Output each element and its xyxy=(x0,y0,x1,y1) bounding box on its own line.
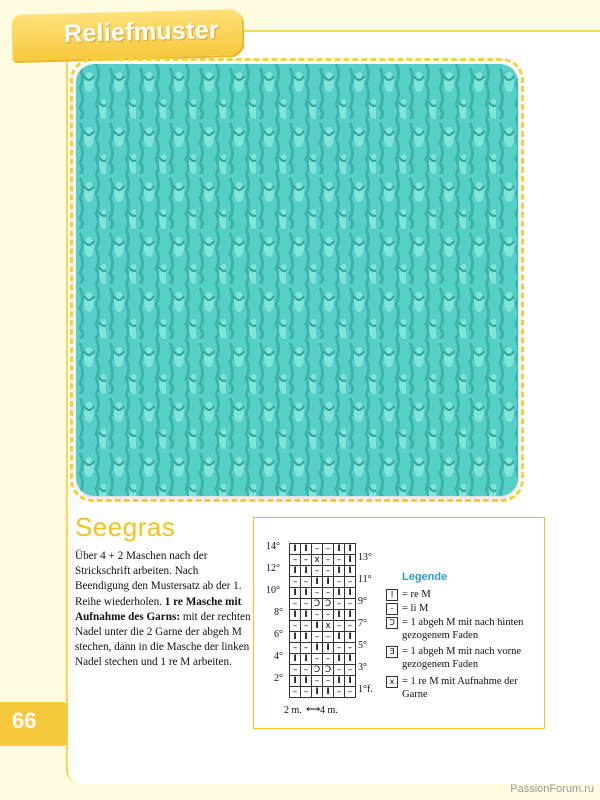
knitting-sample-photo xyxy=(76,64,518,496)
chart-cell: – xyxy=(301,687,312,698)
repeat-arrow: ⟷ xyxy=(306,704,321,715)
row-label-left: 14° xyxy=(266,541,280,552)
chart-cell: I xyxy=(312,577,323,588)
chart-cell: – xyxy=(312,566,323,577)
legend-text: = re M xyxy=(402,589,431,600)
chart-cell: I xyxy=(301,632,312,643)
chart-cell: Ɔ xyxy=(323,665,334,676)
chart-cell: Ɔ xyxy=(312,599,323,610)
chart-cell: I xyxy=(345,632,356,643)
section-title: Reliefmuster xyxy=(63,15,220,49)
chart-cell: – xyxy=(301,621,312,632)
chart-cell: – xyxy=(312,654,323,665)
chart-cell: – xyxy=(323,588,334,599)
chart-cell: I xyxy=(345,610,356,621)
chart-cell: – xyxy=(312,544,323,555)
legend-title: Legende xyxy=(402,571,448,583)
chart-cell: I xyxy=(290,654,301,665)
chart-cell: I xyxy=(301,588,312,599)
row-label-right: 3° xyxy=(358,662,367,673)
row-label-left: 8° xyxy=(274,607,283,618)
row-label-right: 5° xyxy=(358,640,367,651)
chart-cell: – xyxy=(290,665,301,676)
chart-cell: – xyxy=(323,566,334,577)
row-label-right: 7° xyxy=(358,618,367,629)
chart-cell: I xyxy=(301,566,312,577)
chart-cell: I xyxy=(323,577,334,588)
pattern-title: Seegras xyxy=(75,512,176,542)
row-label-right: 11° xyxy=(358,574,372,585)
chart-cell: I xyxy=(290,566,301,577)
legend-text: = 1 re M mit Aufnahme der Garne xyxy=(402,676,518,700)
row-label-left: 6° xyxy=(274,629,283,640)
repeat-dim-right: 4 m. xyxy=(320,705,338,716)
chart-cell: I xyxy=(301,544,312,555)
chart-cell: I xyxy=(301,610,312,621)
chart-cell: – xyxy=(345,687,356,698)
chart-cell: – xyxy=(334,665,345,676)
chart-cell: – xyxy=(334,577,345,588)
chart-cell: – xyxy=(334,643,345,654)
chart-cell: – xyxy=(290,555,301,566)
legend-text: = li M xyxy=(402,603,429,614)
chart-cell: x xyxy=(312,555,323,566)
chart-cell: – xyxy=(301,643,312,654)
row-label-left: 2° xyxy=(274,673,283,684)
pattern-instructions xyxy=(75,549,255,671)
chart-cell: I xyxy=(345,566,356,577)
chart-cell: I xyxy=(334,676,345,687)
chart-cell: x xyxy=(323,621,334,632)
chart-cell: I xyxy=(312,687,323,698)
chart-cell: I xyxy=(345,544,356,555)
knitting-chart-box xyxy=(253,517,545,729)
page-number: 66 xyxy=(12,708,37,733)
chart-cell: – xyxy=(334,687,345,698)
row-label-right: 9° xyxy=(358,596,367,607)
chart-cell: I xyxy=(334,566,345,577)
repeat-dim-left: 2 m. xyxy=(284,705,302,716)
chart-cell: – xyxy=(323,654,334,665)
chart-cell: – xyxy=(345,665,356,676)
row-label-left: 10° xyxy=(266,585,280,596)
chart-cell: – xyxy=(345,621,356,632)
chart-cell: – xyxy=(290,687,301,698)
chart-cell: – xyxy=(345,643,356,654)
chart-cell: – xyxy=(334,555,345,566)
chart-cell: I xyxy=(301,676,312,687)
chart-cell: – xyxy=(301,555,312,566)
chart-cell: – xyxy=(290,599,301,610)
chart-cell: – xyxy=(323,632,334,643)
chart-cell: I xyxy=(290,588,301,599)
chart-cell: – xyxy=(301,577,312,588)
legend-text: = 1 abgeh M mit nach vorne gezogenem Faden xyxy=(402,646,522,670)
legend-symbol: Ǝ xyxy=(386,646,398,658)
chart-cell: I xyxy=(334,544,345,555)
chart-cell: I xyxy=(323,687,334,698)
chart-cell: I xyxy=(290,610,301,621)
legend-symbol: x xyxy=(386,676,398,688)
chart-cell: – xyxy=(323,610,334,621)
chart-cell: – xyxy=(323,676,334,687)
chart-cell: Ɔ xyxy=(312,665,323,676)
chart-cell: – xyxy=(301,665,312,676)
watermark: PassionForum.ru xyxy=(510,783,594,795)
chart-cell: I xyxy=(334,610,345,621)
instructions-bold: 1 re Masche mit Aufnahme des Garns: xyxy=(75,595,242,623)
chart-cell: I xyxy=(334,632,345,643)
chart-cell: I xyxy=(345,676,356,687)
legend-text: = 1 abgeh M mit nach hinten gezogenem Faden xyxy=(402,617,524,641)
chart-cell: – xyxy=(312,676,323,687)
row-label-right: 13° xyxy=(358,552,372,563)
chart-cell: – xyxy=(323,555,334,566)
row-label-right: 1°f. xyxy=(358,684,373,695)
chart-cell: – xyxy=(334,621,345,632)
chart-cell: I xyxy=(345,654,356,665)
chart-cell: I xyxy=(290,676,301,687)
instructions-text-2: mit der rechten Nadel unter die 2 Garne der abgeh M stechen, dann in die Masche der linken Nadel stechen und 1 re M arbeiten. xyxy=(75,610,251,669)
chart-cell: I xyxy=(301,654,312,665)
chart-cell: I xyxy=(290,632,301,643)
chart-cell: I xyxy=(334,588,345,599)
chart-cell: – xyxy=(312,588,323,599)
instructions-text-1: Über 4 + 2 Maschen nach der Strickschrift arbeiten. Nach Beendigung den Mustersatz ab der 1. Reihe wiederholen. xyxy=(75,550,242,608)
chart-cell: Ɔ xyxy=(323,599,334,610)
chart-cell: – xyxy=(312,610,323,621)
row-label-left: 12° xyxy=(266,563,280,574)
chart-cell: – xyxy=(345,599,356,610)
chart-cell: I xyxy=(334,654,345,665)
chart-cell: – xyxy=(323,544,334,555)
chart-cell: I xyxy=(312,643,323,654)
chart-cell: – xyxy=(334,599,345,610)
chart-cell: I xyxy=(323,643,334,654)
row-label-left: 4° xyxy=(274,651,283,662)
legend-symbol: I xyxy=(386,589,398,601)
chart-cell: I xyxy=(345,555,356,566)
chart-cell: I xyxy=(345,588,356,599)
chart-cell: – xyxy=(312,632,323,643)
chart-cell: – xyxy=(345,577,356,588)
chart-cell: – xyxy=(290,643,301,654)
chart-cell: I xyxy=(290,544,301,555)
legend-symbol: – xyxy=(386,603,398,615)
chart-cell: – xyxy=(290,621,301,632)
knitting-chart-grid xyxy=(289,543,356,698)
chart-cell: – xyxy=(301,599,312,610)
chart-cell: I xyxy=(312,621,323,632)
chart-cell: – xyxy=(290,577,301,588)
legend-symbol: Ɔ xyxy=(386,617,398,629)
